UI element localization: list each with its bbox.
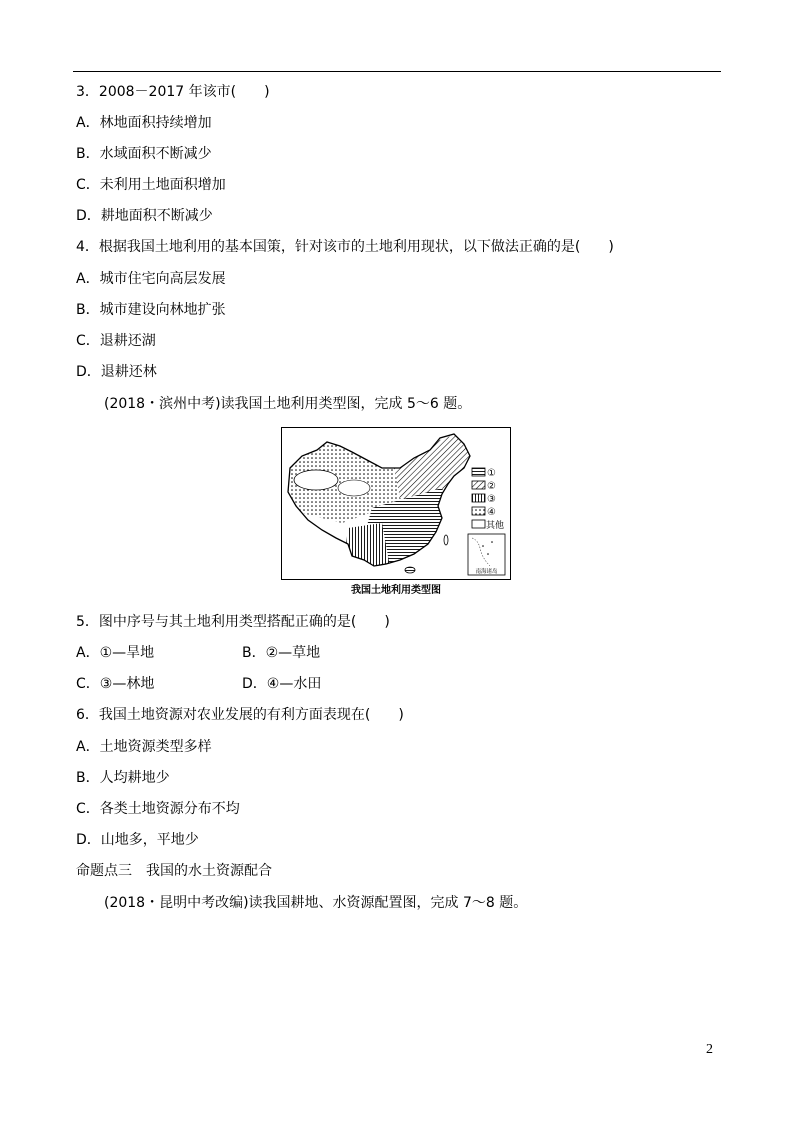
question-3-option-d: D．耕地面积不断减少	[76, 208, 213, 224]
land-use-map	[281, 427, 511, 580]
intro-questions-5-6: (2018・滨州中考)读我国土地利用类型图，完成 5～6 题。	[104, 396, 472, 412]
question-3-option-a: A．林地面积持续增加	[76, 115, 212, 131]
question-5-option-a: A．①—旱地	[76, 645, 155, 661]
question-5-option-b: B．②—草地	[242, 645, 321, 661]
map-caption: 我国土地利用类型图	[351, 585, 441, 596]
question-3-option-b: B．水域面积不断减少	[76, 146, 212, 162]
legend-label-3: ③	[487, 494, 496, 505]
question-4-option-a: A．城市住宅向高层发展	[76, 271, 226, 287]
inset-label: 南海诸岛	[475, 569, 498, 575]
question-3-stem: 3．2008－2017 年该市( )	[76, 84, 270, 100]
legend-swatch-1	[472, 468, 485, 476]
legend-swatch-other	[472, 520, 485, 528]
legend-swatch-4	[472, 507, 485, 515]
question-6-option-b: B．人均耕地少	[76, 770, 170, 786]
question-4-stem: 4．根据我国土地利用的基本国策，针对该市的土地利用现状，以下做法正确的是( )	[76, 239, 614, 255]
question-5-option-c: C．③—林地	[76, 676, 155, 692]
question-3-option-c: C．未利用土地面积增加	[76, 177, 226, 193]
legend-label-other: 其他	[486, 521, 505, 531]
legend-label-2: ②	[487, 481, 496, 492]
section-heading: 命题点三 我国的水土资源配合	[76, 863, 272, 879]
map-legend	[472, 468, 504, 531]
header-rule	[73, 71, 721, 72]
legend-swatch-2	[472, 481, 485, 489]
legend-label-4: ④	[487, 507, 496, 518]
legend-swatch-3	[472, 494, 485, 502]
question-4-option-c: C．退耕还湖	[76, 333, 156, 349]
map-inset-south-china-sea	[468, 534, 505, 575]
intro-questions-7-8: (2018・昆明中考改编)读我国耕地、水资源配置图，完成 7～8 题。	[104, 895, 528, 911]
legend-label-1: ①	[487, 468, 496, 479]
question-6-stem: 6．我国土地资源对农业发展的有利方面表现在( )	[76, 707, 404, 723]
question-5-stem: 5．图中序号与其土地利用类型搭配正确的是( )	[76, 614, 390, 630]
question-5-option-d: D．④—水田	[242, 676, 322, 692]
question-4-option-b: B．城市建设向林地扩张	[76, 302, 226, 318]
question-6-option-d: D．山地多，平地少	[76, 832, 199, 848]
question-6-option-c: C．各类土地资源分布不均	[76, 801, 240, 817]
question-6-option-a: A．土地资源类型多样	[76, 739, 212, 755]
page-number: 2	[706, 1042, 713, 1057]
question-4-option-d: D．退耕还林	[76, 364, 157, 380]
